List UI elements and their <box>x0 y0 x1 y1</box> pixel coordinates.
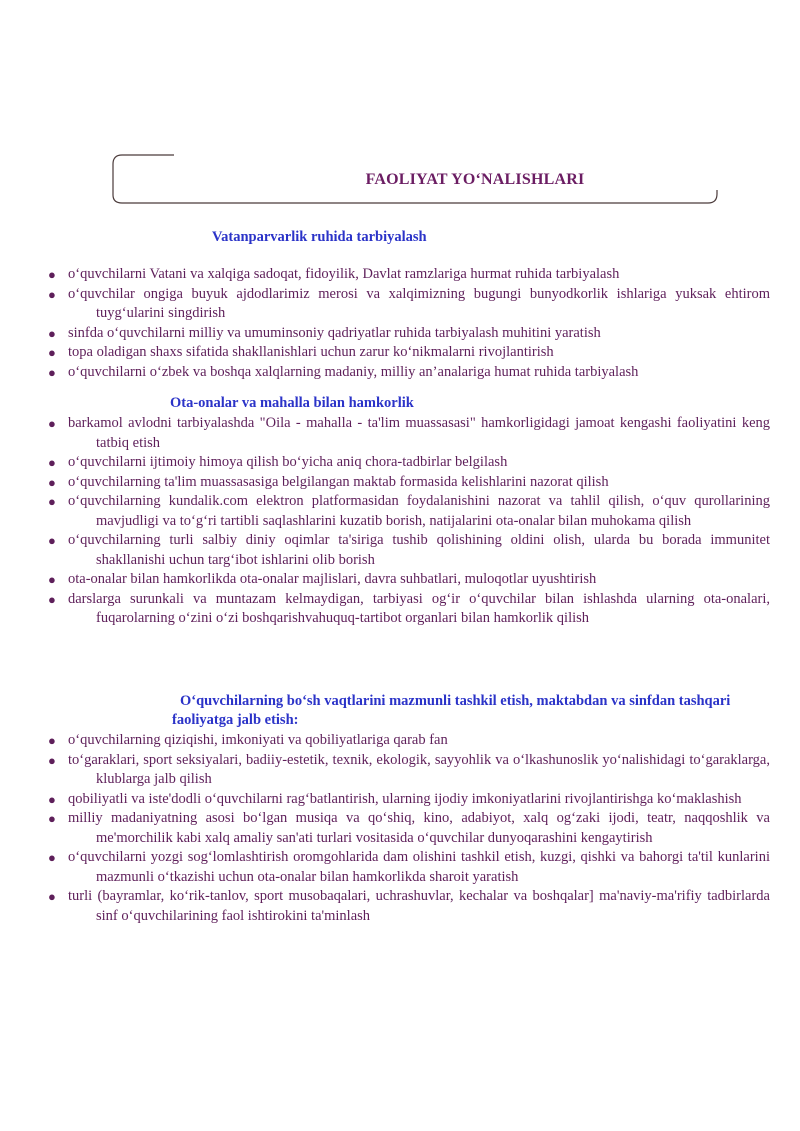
bullet-icon: ● <box>48 811 56 826</box>
list-item: ● ota-onalar bilan hamkorlikda ota-onalar majlislari, davra suhbatlari, muloqotlar uyushtirish <box>48 570 770 590</box>
list-item: ● to‘garaklari, sport seksiyalari, badiiy-estetik, texnik, ekologik, sayyohlik va o‘lkashunoslik yo‘nalishidagi to‘garaklarga, klublarga jalb qilish <box>48 751 770 787</box>
bullet-icon: ● <box>48 474 56 490</box>
list-item: ● o‘quvchilarni ijtimoiy himoya qilish bo‘yicha aniq chora-tadbirlar belgilash <box>48 453 770 473</box>
section-heading-leisure: O‘quvchilarning bo‘sh vaqtlarini mazmunli tashkil etish, maktabdan va sinfdan tashqari faoliyatga jalb etish: <box>172 693 731 728</box>
list-item: ● topa oladigan shaxs sifatida shakllanishlari uchun zarur ko‘nikmalarni rivojlantirish <box>48 343 770 363</box>
bullet-icon: ● <box>48 494 56 509</box>
bullet-icon: ● <box>48 791 56 807</box>
bullet-icon: ● <box>48 533 56 548</box>
title-frame <box>112 154 718 204</box>
section-heading-patriotism: Vatanparvarlik ruhida tarbiyalash <box>212 229 427 245</box>
list-item: ● barkamol avlodni tarbiyalashda "Oila - mahalla - ta'lim muassasasi" hamkorligidagi jamoat kengashi faoliyatini keng tatbiq etish <box>48 415 770 451</box>
section-heading-parents: Ota-onalar va mahalla bilan hamkorlik <box>170 395 414 411</box>
list-item: ● sinfda o‘quvchilarni milliy va umuminsoniy qadriyatlar ruhida tarbiyalash muhitini yaratish <box>48 324 770 344</box>
bullet-icon: ● <box>48 591 56 607</box>
list-item: ● o‘quvchilarning kundalik.com elektron platformasidan foydalanishini nazorat va tahlil qilish, o‘quv qurollarining mavjudligi va to‘g‘ri tartibli saqlashlarini kuzatib borish, natijalarini ota-onalar bilan muhokama qilish <box>48 493 770 529</box>
list-item: ● o‘quvchilarning qiziqishi, imkoniyati va qobiliyatlariga qarab fan <box>48 731 770 751</box>
bullet-icon: ● <box>48 364 56 380</box>
bullet-icon: ● <box>48 325 56 341</box>
list-item: ● qobiliyatli va iste'dodli o‘quvchilarni rag‘batlantirish, ularning ijodiy imkoniyatlarini rivojlantirishga ko‘maklashish <box>48 790 770 810</box>
list-item: ● o‘quvchilarni o‘zbek va boshqa xalqlarning madaniy, milliy an’analariga humat ruhida tarbiyalash <box>48 363 770 383</box>
leisure-list <box>48 731 770 926</box>
list-item: ● milliy madaniyatning asosi bo‘lgan musiqa va qo‘shiq, kino, adabiyot, xalq og‘zaki ijodi, teatr, naqqoshlik va me'morchilik kabi xalq amaliy san'ati turlari vositasida o‘quvchilar dunyoqarashini kengaytirish <box>48 810 770 846</box>
patriotism-list <box>48 265 770 382</box>
page-title: FAOLIYAT YO‘NALISHLARI <box>365 171 585 188</box>
list-item: ● turli (bayramlar, ko‘rik-tanlov, sport musobaqalari, uchrashuvlar, kechalar va boshqalar] ma'naviy-ma'rifiy tadbirlarda sinf o‘quvchilarining faol ishtirokini ta'minlash <box>48 888 770 924</box>
bullet-icon: ● <box>48 416 56 431</box>
bullet-icon: ● <box>48 752 56 768</box>
bullet-icon: ● <box>48 889 56 904</box>
list-item: ● o‘quvchilarni Vatani va xalqiga sadoqat, fidoyilik, Davlat ramzlariga hurmat ruhida tarbiyalash <box>48 265 770 285</box>
bullet-icon: ● <box>48 286 56 302</box>
bullet-icon: ● <box>48 345 56 360</box>
bullet-icon: ● <box>48 572 56 587</box>
list-item: ● darslarga surunkali va muntazam kelmaydigan, tarbiyasi og‘ir o‘quvchilar bilan ishlashda ularning ota-onalari, fuqarolarning o‘zini o‘zi boshqarishvahuquq-tartibot organlari bilan hamkorlik qilish <box>48 590 770 626</box>
list-item: ● o‘quvchilarning turli salbiy diniy oqimlar ta'siriga tushib qolishining oldini olish, ularda bu borada immunitet shakllanishi uchun targ‘ibot ishlarini olib borish <box>48 532 770 568</box>
list-item: ● o‘quvchilarni yozgi sog‘lomlashtirish oromgohlarida dam olishini tashkil etish, kuzgi, qishki va bahorgi ta'til kunlarini mazmunli o‘tkazishi uchun ota-onalar bilan hamkorlikda sharoit yaratish <box>48 849 770 885</box>
parents-list <box>48 414 770 629</box>
bullet-icon: ● <box>48 455 56 470</box>
bullet-icon: ● <box>48 733 56 748</box>
bullet-icon: ● <box>48 267 56 282</box>
bullet-icon: ● <box>48 850 56 865</box>
list-item: ● o‘quvchilar ongiga buyuk ajdodlarimiz merosi va xalqimizning bugungi bunyodkorlik ishlariga yuksak ehtirom tuyg‘ularini singdirish <box>48 285 770 321</box>
list-item: ● o‘quvchilarning ta'lim muassasasiga belgilangan maktab formasida kelishlarini nazorat qilish <box>48 473 770 493</box>
